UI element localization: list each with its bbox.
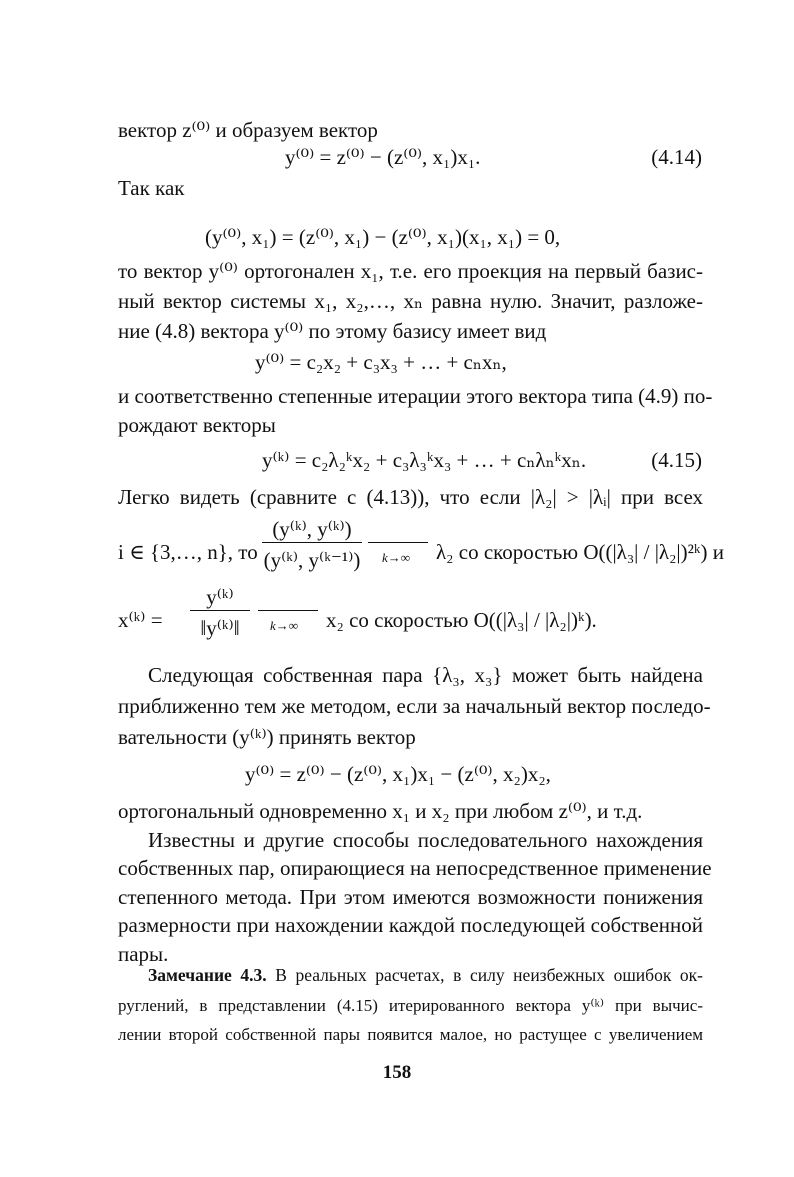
text-line: ный вектор системы x₁, x₂,…, xₙ равна нулю. Значит, разложе- (118, 289, 703, 313)
arrow-icon (258, 600, 318, 611)
formula-text: x₂ со скоростью O((|λ₃| / |λ₂|)ᵏ). (326, 608, 597, 632)
remark-line (148, 960, 703, 990)
formula-text: λ₂ со скоростью O((|λ₃| / |λ₂|)²ᵏ) и (436, 540, 725, 564)
text-line: пары. (118, 942, 169, 966)
limit-label: k→∞ (270, 618, 299, 633)
formula: y⁽⁰⁾ = z⁽⁰⁾ − (z⁽⁰⁾, x₁)x₁ − (z⁽⁰⁾, x₂)x₂, (245, 762, 551, 786)
fraction-denominator: ‖y⁽ᵏ⁾‖ (200, 616, 240, 640)
fraction-denominator: (y⁽ᵏ⁾, y⁽ᵏ⁻¹⁾) (263, 548, 361, 572)
text-line: ние (4.8) вектора y⁽⁰⁾ по этому базису имеет вид (118, 319, 547, 343)
text-line: то вектор y⁽⁰⁾ ортогонален x₁, т.е. его проекция на первый базис- (118, 259, 703, 283)
formula: y⁽⁰⁾ = c₂x₂ + c₃x₃ + … + cₙxₙ, (255, 350, 507, 374)
remark-title: Замечание 4.3. (148, 965, 267, 985)
fraction-numerator: (y⁽ᵏ⁾, y⁽ᵏ⁾) (262, 517, 362, 543)
text-line: вектор z⁽⁰⁾ и образуем вектор (118, 118, 378, 142)
text-line: степенного метода. При этом имеются возможности понижения (118, 885, 703, 909)
equation-number: (4.14) (651, 145, 702, 169)
text-line: Известны и другие способы последовательного нахождения (148, 828, 703, 852)
text-line: рождают векторы (118, 413, 276, 437)
text-line: Легко видеть (сравните с (4.13)), что если |λ₂| > |λᵢ| при всех (118, 485, 703, 509)
text-line: и соответственно степенные итерации этого вектора типа (4.9) по- (118, 384, 713, 408)
formula-4-15: y⁽ᵏ⁾ = c₂λ₂ᵏx₂ + c₃λ₃ᵏx₃ + … + cₙλₙᵏxₙ. (262, 448, 587, 472)
text-line: приближенно тем же методом, если за начальный вектор последо- (118, 694, 711, 718)
limit-label: k→∞ (382, 550, 411, 565)
arrow-icon (368, 532, 428, 543)
fraction-numerator: y⁽ᵏ⁾ (190, 585, 250, 611)
text-line: собственных пар, опирающиеся на непосредственное применение (118, 856, 712, 880)
text-line: Следующая собственная пара {λ₃, x₃} может быть найдена (148, 663, 703, 687)
formula: (y⁽⁰⁾, x₁) = (z⁽⁰⁾, x₁) − (z⁽⁰⁾, x₁)(x₁, x₁) = 0, (205, 225, 561, 249)
remark-line: руглений, в представлении (4.15) итерированного вектора y⁽ᵏ⁾ при вычис- (118, 996, 703, 1015)
remark-text: В реальных расчетах, в силу неизбежных ошибок ок- (275, 965, 703, 985)
text-line: размерности при нахождении каждой последующей собственной (118, 913, 703, 937)
text-line: вательности (y⁽ᵏ⁾) принять вектор (118, 725, 416, 749)
equation-number: (4.15) (651, 448, 702, 472)
text-line: ортогональный одновременно x₁ и x₂ при любом z⁽⁰⁾, и т.д. (118, 799, 643, 823)
page-number: 158 (382, 1062, 412, 1083)
text-line: Так как (118, 176, 185, 200)
formula-text: i ∈ {3,…, n}, то (118, 540, 258, 564)
formula-4-14: y⁽⁰⁾ = z⁽⁰⁾ − (z⁽⁰⁾, x₁)x₁. (285, 145, 481, 169)
formula-text: x⁽ᵏ⁾ = (118, 608, 163, 632)
remark-line: лении второй собственной пары появится малое, но растущее с увеличением (118, 1025, 703, 1044)
